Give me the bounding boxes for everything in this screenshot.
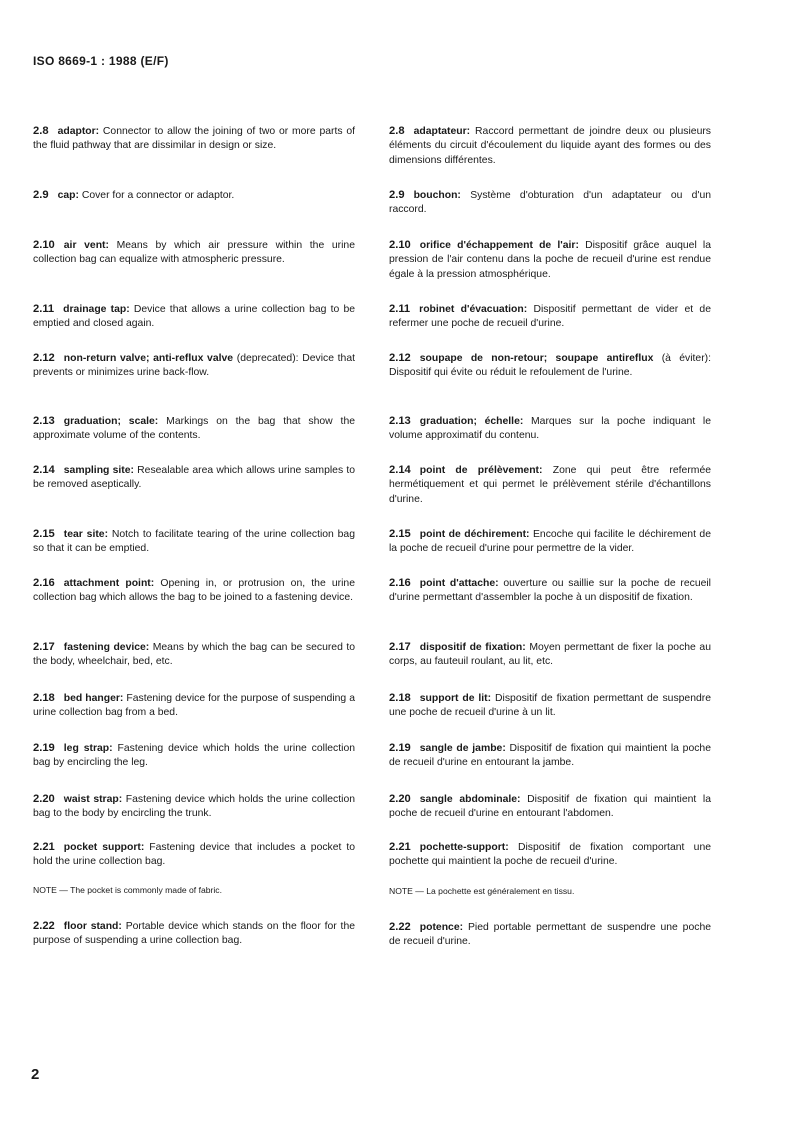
clause-number: 2.18 xyxy=(389,692,411,704)
term: leg strap: xyxy=(63,743,113,754)
term: pocket support: xyxy=(63,842,145,853)
term: drainage tap: xyxy=(63,304,130,315)
definition-text: (deprecated): Device that prevents or minimizes urine back-flow. xyxy=(33,353,355,379)
clause-number: 2.12 xyxy=(389,352,411,364)
note-fr: NOTE — La pochette est généralement en tissu. xyxy=(389,886,575,896)
definition-text: Portable device which stands on the floor for the purpose of suspending a urine collection bag. xyxy=(33,921,355,947)
clause-number: 2.9 xyxy=(33,189,49,201)
definition-en-2-20 xyxy=(33,792,355,822)
term: pochette-support: xyxy=(419,842,509,853)
term: point de déchirement: xyxy=(419,529,530,540)
clause-number: 2.19 xyxy=(33,742,55,754)
definition-en-2-19 xyxy=(33,741,355,771)
term: bouchon: xyxy=(413,190,461,201)
definition-en-2-15 xyxy=(33,527,355,557)
definition-en-2-18 xyxy=(33,691,355,721)
term: robinet d'évacuation: xyxy=(419,304,528,315)
definition-text: Markings on the bag that show the approximate volume of the contents. xyxy=(33,416,356,442)
clause-number: 2.9 xyxy=(389,189,405,201)
clause-number: 2.20 xyxy=(389,793,411,805)
clause-number: 2.15 xyxy=(389,528,411,540)
definition-en-2-16 xyxy=(33,576,355,606)
term: graduation; scale: xyxy=(63,416,159,427)
term: waist strap: xyxy=(63,794,123,805)
definition-fr-2-9 xyxy=(389,188,711,218)
definition-en-2-9 xyxy=(33,188,355,203)
term: orifice d'échappement de l'air: xyxy=(419,240,579,251)
definition-fr-2-16 xyxy=(389,576,711,606)
definition-text: Moyen permettant de fixer la poche au corps, au fauteuil roulant, au lit, etc. xyxy=(389,642,711,668)
definition-fr-2-17 xyxy=(389,640,711,670)
term: sangle abdominale: xyxy=(419,794,521,805)
definition-text: Fastening device for the purpose of suspending a urine collection bag from a bed. xyxy=(33,693,355,719)
definition-fr-2-19 xyxy=(389,741,711,771)
definition-en-2-22 xyxy=(33,919,355,949)
definition-text: Fastening device which holds the urine collection bag to the body by encircling the trunk. xyxy=(33,794,355,820)
definition-text: Dispositif de fixation qui maintient la poche de recueil d'urine en entourant la jambe. xyxy=(389,743,711,769)
clause-number: 2.11 xyxy=(389,303,411,315)
clause-number: 2.22 xyxy=(33,920,55,932)
definition-text: Opening in, or protrusion on, the urine collection bag which allows the bag to be joined to a fastening device. xyxy=(33,578,355,604)
definition-text: Dispositif grâce auquel la pression de l'air contenu dans la poche de recueil d'urine est rendue égale à la pression atmosphérique. xyxy=(389,240,712,280)
definition-fr-2-20 xyxy=(389,792,711,822)
term: attachment point: xyxy=(63,578,155,589)
definition-text: Dispositif de fixation comportant une pochette qui maintient la poche de recueil d'urine. xyxy=(389,842,711,868)
note-en: NOTE — The pocket is commonly made of fabric. xyxy=(33,885,222,895)
term: bed hanger: xyxy=(63,693,124,704)
definition-text: Dispositif permettant de vider et de refermer une poche de recueil d'urine. xyxy=(389,304,711,330)
term: support de lit: xyxy=(419,693,492,704)
clause-number: 2.17 xyxy=(33,641,55,653)
clause-number: 2.8 xyxy=(33,125,49,137)
definition-text: Pied portable permettant de suspendre une poche de recueil d'urine. xyxy=(389,922,711,948)
definition-en-2-8 xyxy=(33,124,355,154)
definition-en-2-12 xyxy=(33,351,355,381)
clause-number: 2.14 xyxy=(33,464,55,476)
definition-fr-2-10 xyxy=(389,238,711,282)
term: soupape de non-retour; soupape antireflux xyxy=(419,353,654,364)
definition-en-2-17 xyxy=(33,640,355,670)
definition-en-2-10 xyxy=(33,238,355,268)
term: sampling site: xyxy=(63,465,134,476)
clause-number: 2.21 xyxy=(33,841,55,853)
term: sangle de jambe: xyxy=(419,743,506,754)
definition-en-2-14 xyxy=(33,463,355,493)
definition-text: Marques sur la poche indiquant le volume approximatif du contenu. xyxy=(389,416,711,442)
term: dispositif de fixation: xyxy=(419,642,526,653)
definition-fr-2-15 xyxy=(389,527,711,557)
term: graduation; échelle: xyxy=(419,416,524,427)
clause-number: 2.17 xyxy=(389,641,411,653)
definition-fr-2-12 xyxy=(389,351,711,381)
document-header: ISO 8669-1 : 1988 (E/F) xyxy=(33,54,169,68)
term: potence: xyxy=(419,922,464,933)
definition-en-2-11 xyxy=(33,302,355,332)
clause-number: 2.8 xyxy=(389,125,405,137)
definition-text: Means by which air pressure within the urine collection bag can equalize with atmospheric pressure. xyxy=(33,240,355,266)
definition-text: Dispositif de fixation permettant de suspendre une poche de recueil d'urine à un lit. xyxy=(389,693,711,719)
clause-number: 2.10 xyxy=(33,239,55,251)
clause-number: 2.21 xyxy=(389,841,411,853)
clause-number: 2.11 xyxy=(33,303,55,315)
clause-number: 2.12 xyxy=(33,352,55,364)
definition-fr-2-21 xyxy=(389,840,711,870)
definition-text: Notch to facilitate tearing of the urine collection bag so that it can be emptied. xyxy=(33,529,355,555)
definition-fr-2-22 xyxy=(389,920,711,950)
definition-text: Fastening device which holds the urine collection bag by encircling the leg. xyxy=(33,743,356,769)
clause-number: 2.13 xyxy=(33,415,55,427)
clause-number: 2.15 xyxy=(33,528,55,540)
definition-text: Zone qui peut être refermée hermétiquement et qui permet le prélèvement stérile d'échantillons d'urine. xyxy=(389,465,712,505)
page-number: 2 xyxy=(31,1066,40,1083)
definition-text: Connector to allow the joining of two or more parts of the fluid pathway that are dissimilar in design or size. xyxy=(33,126,355,152)
clause-number: 2.14 xyxy=(389,464,411,476)
clause-number: 2.19 xyxy=(389,742,411,754)
definition-text: Means by which the bag can be secured to the body, wheelchair, bed, etc. xyxy=(33,642,356,668)
definition-fr-2-18 xyxy=(389,691,711,721)
term: fastening device: xyxy=(63,642,150,653)
term: cap: xyxy=(57,190,79,201)
definition-fr-2-8 xyxy=(389,124,711,168)
definition-text: ouverture ou saillie sur la poche de recueil d'urine permettant d'assembler la poche à un dispositif de fixation. xyxy=(389,578,711,604)
definition-fr-2-13 xyxy=(389,414,711,444)
term: adaptor: xyxy=(57,126,100,137)
term: point d'attache: xyxy=(419,578,499,589)
definition-en-2-21 xyxy=(33,840,355,870)
definition-fr-2-11 xyxy=(389,302,711,332)
term: non-return valve; anti-reflux valve xyxy=(63,353,234,364)
term: point de prélèvement: xyxy=(419,465,543,476)
definition-text: Encoche qui facilite le déchirement de la poche de recueil d'urine pour permettre de la vider. xyxy=(389,529,711,555)
definition-text: Système d'obturation d'un adaptateur ou d'un raccord. xyxy=(389,190,712,216)
clause-number: 2.16 xyxy=(389,577,411,589)
definition-text: Fastening device that includes a pocket to hold the urine collection bag. xyxy=(33,842,355,868)
term: adaptateur: xyxy=(413,126,471,137)
clause-number: 2.20 xyxy=(33,793,55,805)
clause-number: 2.13 xyxy=(389,415,411,427)
definition-text: Raccord permettant de joindre deux ou plusieurs éléments du circuit d'écoulement du liquide ayant des formes ou des dimensions différentes. xyxy=(389,126,712,166)
definition-fr-2-14 xyxy=(389,463,711,507)
definition-text: (à éviter): Dispositif qui évite ou réduit le refoulement de l'urine. xyxy=(389,353,712,379)
definition-text: Device that allows a urine collection bag to be emptied and closed again. xyxy=(33,304,355,330)
clause-number: 2.22 xyxy=(389,921,411,933)
clause-number: 2.16 xyxy=(33,577,55,589)
definition-text: Resealable area which allows urine samples to be removed aseptically. xyxy=(33,465,355,491)
term: tear site: xyxy=(63,529,109,540)
definition-en-2-13 xyxy=(33,414,355,444)
term: air vent: xyxy=(63,240,109,251)
definition-text: Cover for a connector or adaptor. xyxy=(81,190,235,201)
term: floor stand: xyxy=(63,921,122,932)
clause-number: 2.10 xyxy=(389,239,411,251)
clause-number: 2.18 xyxy=(33,692,55,704)
definition-text: Dispositif de fixation qui maintient la poche de recueil d'urine en entourant l'abdomen. xyxy=(389,794,711,820)
